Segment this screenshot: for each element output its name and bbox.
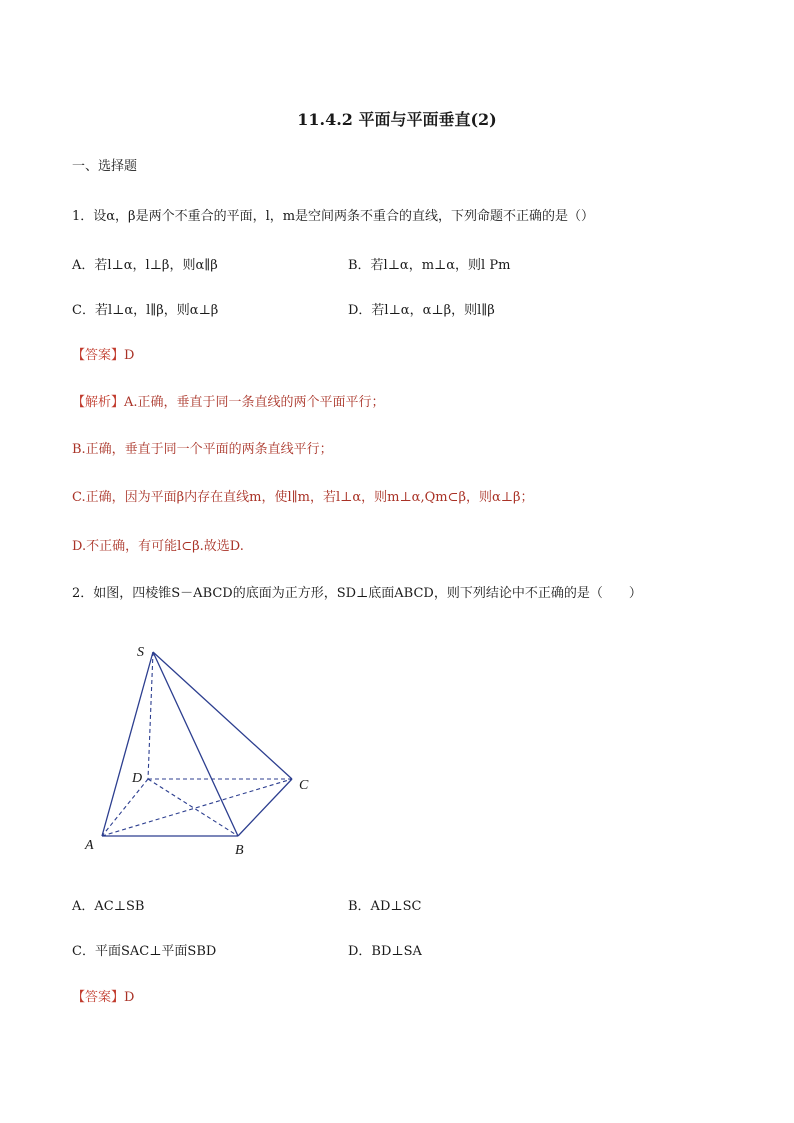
q1-analysis-line-3: C.正确，因为平面β内存在直线m，使l∥m，若l⊥α，则m⊥α,Qm⊂β，则α⊥β；	[72, 490, 534, 505]
q1-answer-label: 【答案】	[72, 348, 125, 363]
q1-analysis-text-1: A.正确，垂直于同一条直线的两个平面平行；	[124, 395, 385, 410]
section-heading: 一、选择题	[72, 159, 138, 174]
label-c: C	[299, 778, 309, 793]
label-a: A	[85, 838, 94, 853]
q2-answer-label: 【答案】	[72, 990, 125, 1005]
diagonal-ac	[102, 779, 292, 836]
q1-analysis-line-1	[72, 394, 385, 412]
q1-option-a: A．若l⊥α，l⊥β，则α∥β	[72, 258, 218, 273]
edge-da	[102, 779, 148, 836]
label-s: S	[137, 645, 144, 660]
label-d: D	[132, 771, 143, 786]
pyramid-figure	[80, 636, 330, 861]
q2-answer-value: D	[124, 990, 135, 1005]
edge-sd	[148, 652, 153, 779]
edge-sb	[153, 652, 238, 836]
q1-analysis-line-4: D.不正确，有可能l⊂β.故选D.	[72, 539, 244, 554]
q1-option-b: B．若l⊥α，m⊥α，则l Pm	[348, 258, 511, 273]
q2-option-d: D．BD⊥SA	[348, 944, 422, 959]
q1-answer	[72, 347, 134, 365]
q2-stem: 2．如图，四棱锥S－ABCD的底面为正方形，SD⊥底面ABCD，则下列结论中不正确的是（ ）	[72, 586, 642, 601]
q1-option-c: C．若l⊥α，l∥β，则α⊥β	[72, 303, 219, 318]
q1-option-d: D．若l⊥α，α⊥β，则l∥β	[348, 303, 495, 318]
edge-sc	[153, 652, 292, 779]
q2-option-a: A．AC⊥SB	[72, 899, 145, 914]
edge-sa	[102, 652, 153, 836]
q1-analysis-label: 【解析】	[72, 395, 125, 410]
q2-answer	[72, 989, 134, 1007]
label-b: B	[235, 843, 244, 858]
q1-answer-value: D	[124, 348, 135, 363]
q2-option-b: B．AD⊥SC	[348, 899, 422, 914]
page-title: 11.4.2 平面与平面垂直(2)	[297, 110, 497, 129]
q1-analysis-line-2: B.正确，垂直于同一个平面的两条直线平行；	[72, 442, 333, 457]
q2-option-c: C．平面SAC⊥平面SBD	[72, 944, 217, 959]
q1-stem: 1．设α，β是两个不重合的平面，l，m是空间两条不重合的直线，下列命题不正确的是（）	[72, 209, 595, 224]
